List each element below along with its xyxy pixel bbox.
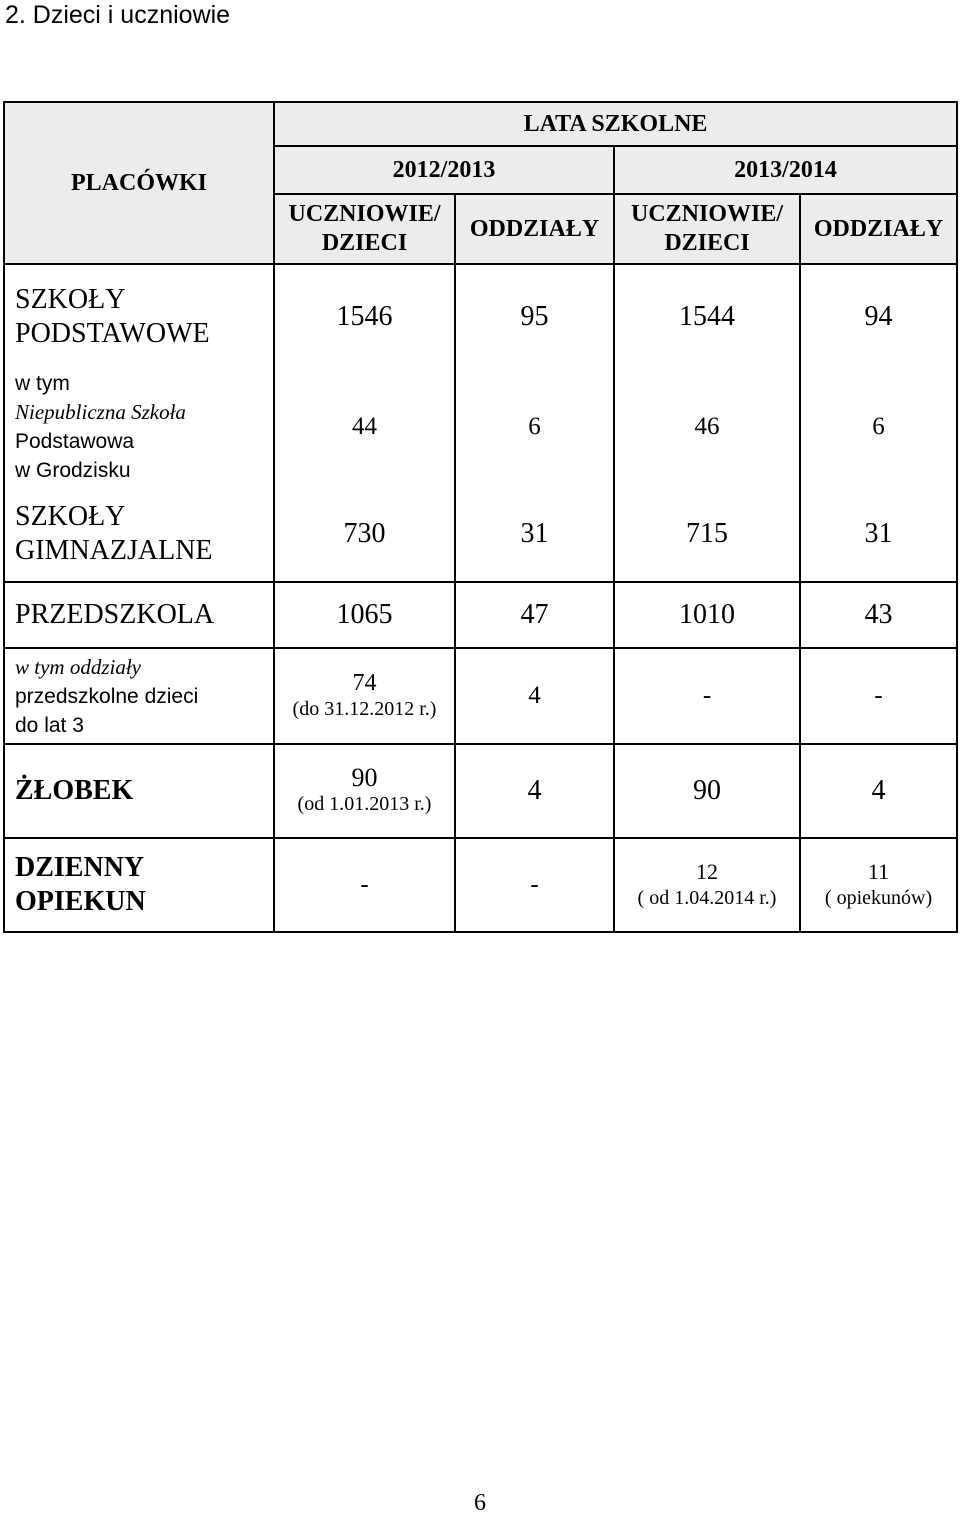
label-line: SZKOŁY bbox=[15, 500, 126, 532]
row-label-gymnasium bbox=[4, 486, 274, 582]
label-line: GIMNAZJALNE bbox=[15, 534, 213, 566]
header-units-2012: ODDZIAŁY bbox=[455, 194, 614, 264]
cell-number: 11 bbox=[867, 859, 890, 884]
row-label-nursery: ŻŁOBEK bbox=[4, 744, 274, 838]
cell-value-with-note bbox=[800, 838, 957, 932]
table-row bbox=[4, 486, 957, 582]
row-label-preschool-units bbox=[4, 648, 274, 744]
table-row bbox=[4, 648, 957, 744]
page-number: 6 bbox=[474, 1490, 486, 1516]
label-line: Podstawowa bbox=[15, 430, 135, 453]
label-line: w tym bbox=[15, 372, 70, 395]
header-pupils-line1: UCZNIOWIE/ bbox=[288, 201, 441, 227]
cell-value: 1546 bbox=[274, 264, 455, 368]
table-row bbox=[4, 368, 957, 486]
cell-value-with-note bbox=[274, 648, 455, 744]
header-pupils-line1: UCZNIOWIE/ bbox=[630, 201, 784, 227]
cell-value: 31 bbox=[800, 486, 957, 582]
cell-value: 46 bbox=[614, 368, 800, 486]
cell-value: 6 bbox=[800, 368, 957, 486]
cell-number: 74 bbox=[352, 670, 377, 696]
cell-value: - bbox=[274, 838, 455, 932]
cell-note: ( opiekunów) bbox=[824, 887, 933, 909]
cell-note: (od 1.01.2013 r.) bbox=[297, 793, 432, 815]
cell-number: 90 bbox=[351, 763, 378, 792]
header-year-2012: 2012/2013 bbox=[274, 146, 614, 194]
row-label-kindergartens: PRZEDSZKOLA bbox=[4, 582, 274, 648]
header-pupils-line2: DZIECI bbox=[321, 230, 408, 256]
label-line: DZIENNY bbox=[15, 852, 145, 883]
cell-value-with-note bbox=[274, 744, 455, 838]
label-line: przedszkolne dzieci bbox=[15, 684, 199, 708]
cell-value: 31 bbox=[455, 486, 614, 582]
table-row bbox=[4, 744, 957, 838]
cell-value: 95 bbox=[455, 264, 614, 368]
header-pupils-line2: DZIECI bbox=[664, 230, 750, 256]
cell-value: 44 bbox=[274, 368, 455, 486]
row-label-day-carer bbox=[4, 838, 274, 932]
label-line: OPIEKUN bbox=[15, 886, 146, 917]
cell-value: 4 bbox=[800, 744, 957, 838]
cell-note: ( od 1.04.2014 r.) bbox=[637, 887, 777, 909]
table-row bbox=[4, 264, 957, 368]
cell-value-with-note bbox=[614, 838, 800, 932]
cell-value: - bbox=[800, 648, 957, 744]
header-school-years: LATA SZKOLNE bbox=[274, 102, 957, 146]
cell-value: 1544 bbox=[614, 264, 800, 368]
cell-value: 730 bbox=[274, 486, 455, 582]
cell-value: 94 bbox=[800, 264, 957, 368]
cell-value: 90 bbox=[614, 744, 800, 838]
header-row-school-years bbox=[4, 102, 957, 146]
cell-value: 4 bbox=[455, 648, 614, 744]
header-year-2013: 2013/2014 bbox=[614, 146, 957, 194]
label-line: w tym oddziały bbox=[15, 654, 141, 679]
header-units-2013: ODDZIAŁY bbox=[800, 194, 957, 264]
header-pupils-2013 bbox=[614, 194, 800, 264]
row-label-primary bbox=[4, 264, 274, 368]
label-line: Niepubliczna Szkoła bbox=[15, 400, 186, 424]
cell-value: 1065 bbox=[274, 582, 455, 648]
header-pupils-2012 bbox=[274, 194, 455, 264]
table-row bbox=[4, 838, 957, 932]
section-title: 2. Dzieci i uczniowie bbox=[5, 1, 231, 29]
cell-value: - bbox=[614, 648, 800, 744]
data-table bbox=[3, 101, 958, 933]
label-line: SZKOŁY bbox=[15, 283, 126, 315]
header-institutions: PLACÓWKI bbox=[4, 102, 274, 264]
cell-value: 43 bbox=[800, 582, 957, 648]
label-line: w Grodzisku bbox=[15, 459, 131, 482]
cell-note: (do 31.12.2012 r.) bbox=[292, 698, 437, 720]
cell-value: 4 bbox=[455, 744, 614, 838]
label-line: PODSTAWOWE bbox=[15, 317, 210, 349]
cell-number: 12 bbox=[696, 859, 718, 884]
cell-value: 6 bbox=[455, 368, 614, 486]
row-label-nonpublic bbox=[4, 368, 274, 486]
cell-value: 715 bbox=[614, 486, 800, 582]
label-line: do lat 3 bbox=[15, 713, 84, 737]
cell-value: 47 bbox=[455, 582, 614, 648]
table-row bbox=[4, 582, 957, 648]
cell-value: - bbox=[455, 838, 614, 932]
cell-value: 1010 bbox=[614, 582, 800, 648]
